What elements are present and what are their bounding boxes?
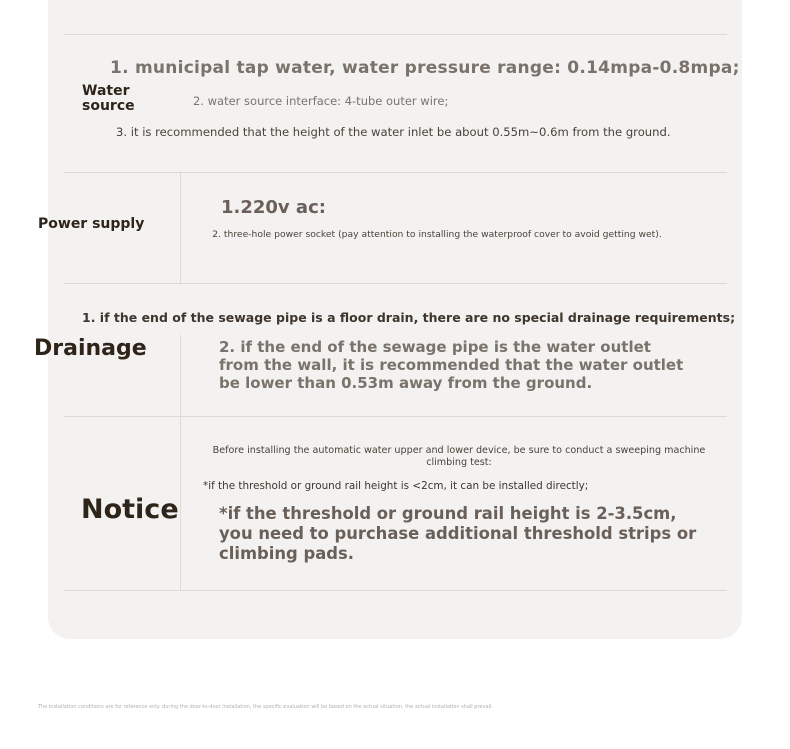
notice-intro: Before installing the automatic water upper and lower device, be sure to conduct a sweeping machine climbing test: [212,445,706,468]
divider-water-power [64,172,727,173]
divider-bottom [64,590,727,591]
water-source-item-2: 2. water source interface: 4-tube outer wire; [193,94,449,108]
drainage-label: Drainage [34,336,147,361]
drainage-item-2: 2. if the end of the sewage pipe is the water outlet from the wall, it is recommended that the water outlet be lower than 0.53m away from the ground. [219,338,684,392]
column-divider-power [180,173,181,283]
notice-label: Notice [81,494,179,525]
water-source-label-line2: source [82,98,135,114]
water-source-item-1: 1. municipal tap water, water pressure range: 0.14mpa-0.8mpa; [110,58,740,78]
column-divider-drainage [180,335,181,416]
column-divider-notice [180,417,181,590]
notice-item-1: *if the threshold or ground rail height is <2cm, it can be installed directly; [203,480,589,492]
water-source-label-line1: Water [82,83,130,99]
water-source-item-3: 3. it is recommended that the height of the water inlet be about 0.55m~0.6m from the ground. [116,125,671,139]
power-supply-item-2: 2. three-hole power socket (pay attention to installing the waterproof cover to avoid getting wet). [212,229,662,240]
divider-power-drainage [64,283,727,284]
notice-item-2: *if the threshold or ground rail height is 2-3.5cm, you need to purchase additional threshold strips or climbing pads. [219,504,697,563]
footer-disclaimer: The installation conditions are for reference only. during the door-to-door installation, the specific evaluation will be based on the actual situation. the actual installation shall prevail. [38,704,493,710]
power-supply-item-1: 1.220v ac: [221,197,326,218]
divider-top [64,34,727,35]
power-supply-label: Power supply [38,216,145,232]
drainage-item-1: 1. if the end of the sewage pipe is a floor drain, there are no special drainage requirements; [82,310,736,325]
divider-drainage-notice [64,416,727,417]
